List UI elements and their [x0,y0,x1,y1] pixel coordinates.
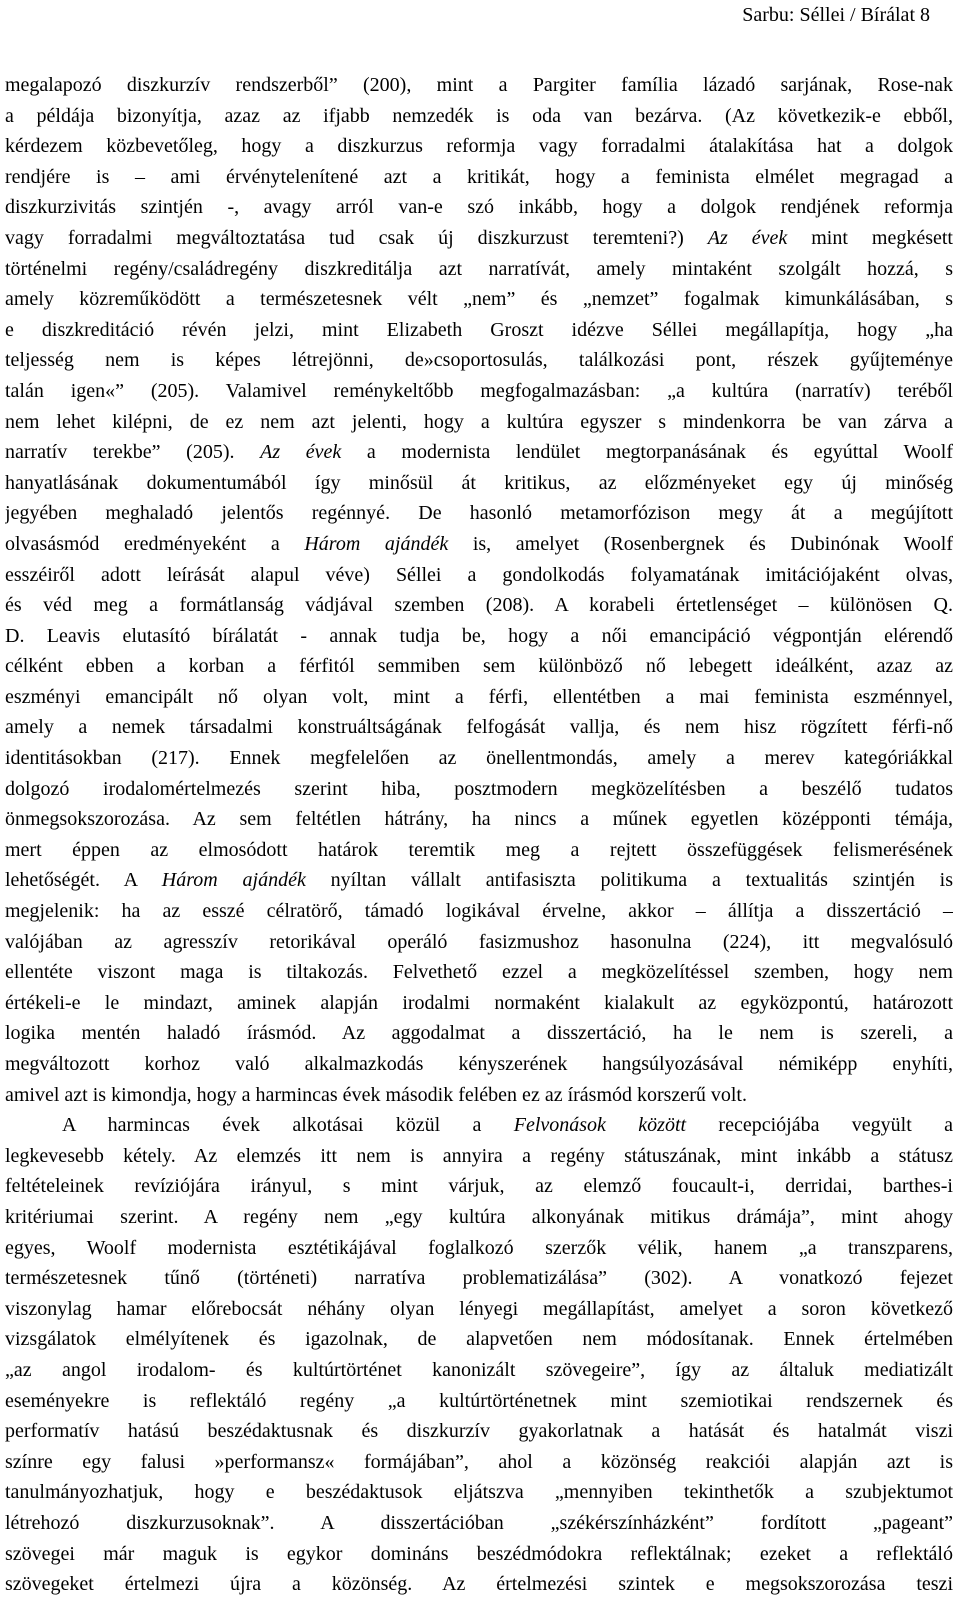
text-line [5,437,953,468]
text-line [5,101,953,132]
text-segment: recepciójába vegyült a [686,1114,953,1137]
text-segment: performatív hatású beszédaktusnak és diszkurzív gyakorlatnak a hatását és hatalmát viszi [5,1420,953,1443]
text-line [5,468,953,499]
text-line [5,1294,953,1325]
text-segment: egyes, Woolf modernista esztétikájával foglalkozó szerzők vélik, hanem „a transzparens, [5,1236,953,1259]
text-segment: kérdezem közbevetőleg, hogy a diszkurzus reformja vagy forradalmi átalakítása hat a dolgok [5,135,953,158]
text-line [5,376,953,407]
text-segment: létrehozó diszkurzusoknak”. A disszertációban „székérszínházként” fordított „pageant” [5,1511,953,1534]
text-segment: és véd meg a formátlanság vádjával szemben (208). A korabeli értetlenséget – különösen Q. [5,594,953,617]
italic-title-text: Három ajándék [304,532,449,555]
text-line [5,621,953,652]
text-line [5,1416,953,1447]
text-line [5,1386,953,1417]
text-segment: valójában az agresszív retorikával operáló fasizmushoz hasonulna (224), itt megvalósuló [5,930,953,953]
text-line [5,1447,953,1478]
text-line [5,712,953,743]
text-line [5,865,953,896]
text-line [5,774,953,805]
text-segment: mint megkésett [787,226,953,249]
text-segment: értékeli-e le mindazt, aminek alapján irodalmi normaként kialakult az egyközpontú, határozott [5,991,953,1014]
italic-title-text: Az évek [707,226,788,249]
text-line [5,1049,953,1080]
text-segment: szövegeket értelmezi újra a közönség. Az értelmezési szintek e megsokszorozása teszi [5,1573,953,1596]
text-segment: feltételeinek revíziójára irányul, s mint várjuk, az elemző foucault-i, derridai, barthes-i [5,1175,953,1198]
body-text [5,70,953,1600]
text-segment: eszményi emancipált nő olyan volt, mint a férfi, ellentétben a mai feminista eszménnyel, [5,685,953,708]
text-line [5,1324,953,1355]
text-segment: szövegei már maguk is egykor domináns beszédmódokra reflektálnak; ezeket a reflektáló [5,1542,953,1565]
text-line [5,162,953,193]
text-segment: nyíltan vállalt antifasiszta politikuma a textualitás szintjén is [305,869,953,892]
text-segment: kritériumai szerint. A regény nem „egy kultúra alkonyának mitikus drámája”, mint ahogy [5,1205,953,1228]
text-segment: D. Leavis elutasító bírálatát - annak tudja be, hogy a női emancipáció végpontján elérendő [5,624,953,647]
italic-title-text: Az évek [260,441,342,464]
text-line [5,529,953,560]
text-line [5,590,953,621]
text-line [5,1110,953,1141]
text-segment: rendjére is – ami érvénytelenítené azt a kritikát, hogy a feminista elmélet megragad a [5,165,953,188]
text-line [5,131,953,162]
text-segment: történelmi regény/családregény diszkreditálja azt narratívát, amely mintaként szolgált hozzá, s [5,257,953,280]
text-line [5,1171,953,1202]
text-segment: legkevesebb kétely. Az elemzés itt nem is annyira a regény státuszának, mint inkább a státusz [5,1144,953,1167]
text-segment: megalapozó diszkurzív rendszerből” (200), mint a Pargiter família lázadó sarjának, Rose-nak [5,74,953,96]
text-segment: narratív terekbe” (205). [5,441,261,464]
text-segment: amely a nemek társadalmi konstruáltságának felfogását vallja, és nem hisz rögzített férfi-nő [5,716,953,739]
text-line [5,835,953,866]
text-line [5,1477,953,1508]
text-segment: lehetőségét. A [5,869,162,892]
text-segment: természetesnek tűnő (történeti) narratíva problematizálása” (302). A vonatkozó fejezet [5,1267,953,1290]
text-segment: vizsgálatok elmélyítenek és igazolnak, de alapvetően nem módosítanak. Ennek értelmében [5,1328,953,1351]
text-line [5,1141,953,1172]
text-segment: dolgozó irodalomértelmezés szerint hiba, posztmodern megközelítésben a beszélő tudatos [5,777,953,800]
text-segment: hanyatlásának dokumentumából így minősül át kritikus, az előzményeket egy új minőség [5,471,953,494]
text-segment: nem lehet kilépni, de ez nem azt jelenti, hogy a kultúra egyszer s mindenkorra be van zárva a [5,410,953,433]
text-segment: megváltozott korhoz való alkalmazkodás kényszerének hangsúlyozásával némiképp enyhíti, [5,1053,953,1075]
text-line [5,254,953,285]
text-segment: identitásokban (217). Ennek megfelelően az önellentmondás, amely a merev kategóriákkal [5,747,953,770]
text-line [5,896,953,927]
text-line [5,498,953,529]
text-segment: „az angol irodalom- és kultúrtörténet kanonizált szövegeire”, így az általuk mediatizált [5,1358,953,1381]
text-segment: amely közreműködött a természetesnek vélt „nem” és „nemzet” fogalmak kimunkálásában, s [5,288,953,311]
text-line [5,1202,953,1233]
text-segment: teljesség nem is képes létrejönni, de»csoportosulás, találkozási pont, részek gyűjteménye [5,349,953,372]
text-line [5,804,953,835]
text-line [5,223,953,254]
text-line [5,192,953,223]
text-line [5,743,953,774]
text-line [5,1539,953,1570]
text-line [5,957,953,988]
text-segment: színre egy falusi »performansz« formájában”, ahol a közönség reakciói alapján azt is [5,1450,953,1473]
text-segment: olvasásmód eredményeként a [5,532,305,555]
text-segment: esszéiről adott leírását alapul véve) Séllei a gondolkodás folyamatának imitációjaként olvas, [5,563,953,586]
text-line [5,1263,953,1294]
text-segment: jegyében meghaladó jelentős regénnyé. De hasonló metamorfózison megy át a megújított [5,502,953,525]
text-segment: amivel azt is kimondja, hogy a harmincas évek második felében ez az írásmód korszerű volt. [5,1083,747,1106]
text-line [5,988,953,1019]
text-segment: mert éppen az elmosódott határok teremtik meg a rejtett összefüggések felismerésének [5,838,953,861]
text-segment: logika mentén haladó írásmód. Az aggodalmat a disszertáció, ha le nem is szereli, a [5,1022,953,1045]
text-line [5,1355,953,1386]
text-line [5,407,953,438]
text-line [5,284,953,315]
text-segment: A harmincas évek alkotásai közül a [62,1114,514,1137]
text-segment: megjelenik: ha az esszé célratörő, támadó logikával érvelne, akkor – állítja a disszertáció – [5,900,953,923]
text-segment: a példája bizonyítja, azaz az ifjabb nemzedék is oda van bezárva. (Az következik-e ebből, [5,104,953,127]
text-segment: talán igen«” (205). Valamivel reménykeltőbb megfogalmazásban: „a kultúra (narratív) teréből [5,379,953,402]
text-segment: diszkurzivitás szintjén -, avagy arról van-e szó inkább, hogy a dolgok rendjének reformja [5,196,953,219]
text-segment: eseményekre is reflektáló regény „a kultúrtörténetnek mint szemiotikai rendszernek és [5,1389,953,1412]
running-header: Sarbu: Séllei / Bírálat 8 [742,4,930,26]
italic-title-text: Felvonások között [513,1114,687,1137]
text-segment: a modernista lendület megtorpanásának és egyúttal Woolf [341,441,953,464]
text-line [5,70,953,101]
text-segment: önmegsokszorozása. Az sem feltétlen hátrány, ha nincs a műnek egyetlen középponti témája, [5,808,953,831]
text-line [5,1018,953,1049]
italic-title-text: Három ajándék [161,869,306,892]
text-line [5,1508,953,1539]
text-line [5,1233,953,1264]
text-line [5,1569,953,1600]
text-segment: vagy forradalmi megváltoztatása tud csak új diszkurzust teremteni?) [5,226,708,249]
text-segment: ellentéte viszont maga is tiltakozás. Felvethető ezzel a megközelítéssel szemben, hogy nem [5,961,953,984]
text-line [5,345,953,376]
text-line [5,927,953,958]
text-segment: is, amelyet (Rosenbergnek és Dubinónak Woolf [448,532,953,555]
text-line [5,682,953,713]
text-line [5,560,953,591]
text-segment: e diszkreditáció révén jelzi, mint Elizabeth Groszt idézve Séllei megállapítja, hogy „ha [5,318,953,341]
text-segment: tanulmányozhatjuk, hogy e beszédaktusok eljátszva „mennyiben tekinthetők a szubjektumot [5,1481,953,1504]
text-segment: célként ebben a korban a férfitól semmiben sem különböző nő lebegett ideálként, azaz az [5,655,953,678]
text-line [5,315,953,346]
text-line [5,651,953,682]
text-segment: viszonylag hamar előrebocsát néhány olyan lényegi megállapítást, amelyet a soron következő [5,1297,953,1320]
text-line [5,1080,953,1111]
